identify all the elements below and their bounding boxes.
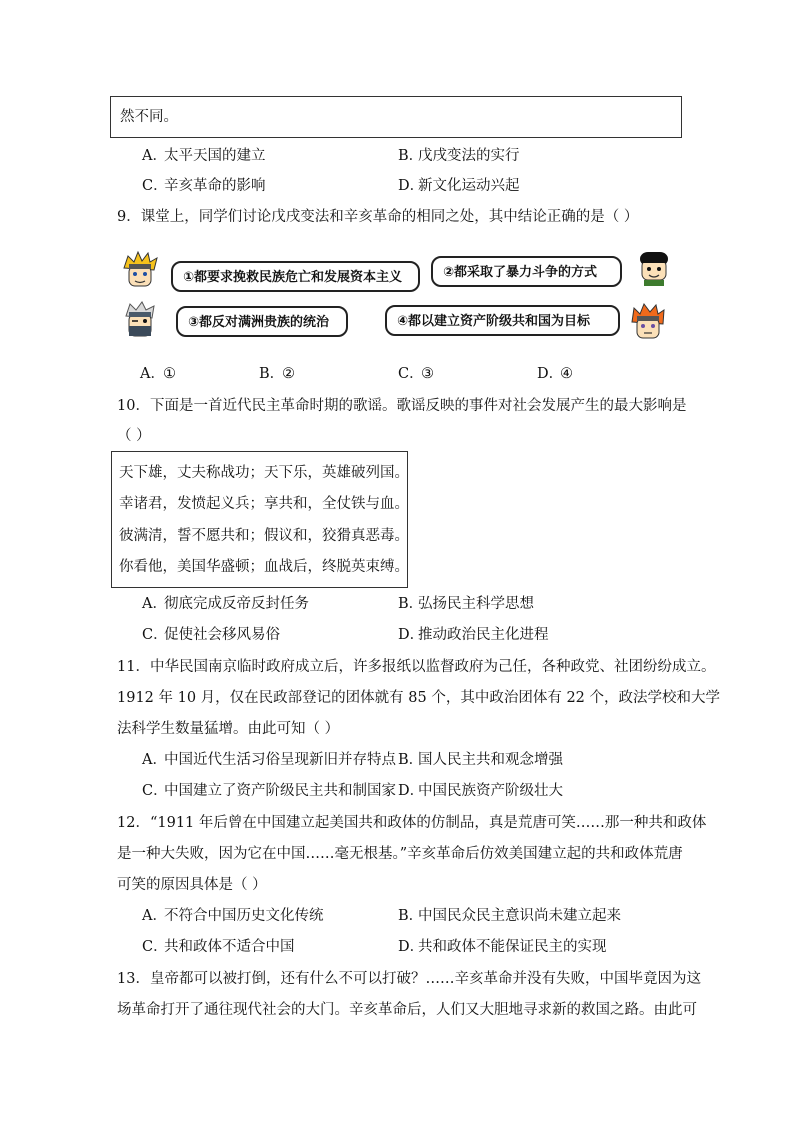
q11-option-c-text[interactable]: 中国建立了资产阶级民主共和制国家	[164, 783, 396, 799]
q10-stem-line1: 10．下面是一首近代民主革命时期的歌谣。歌谣反映的事件对社会发展产生的最大影响是	[117, 398, 687, 414]
song-box	[111, 451, 408, 588]
q11-line-1: 11．中华民国南京临时政府成立后，许多报纸以监督政府为己任，各种政党、社团纷纷成立。	[117, 659, 716, 675]
q8-option-b-text[interactable]: 戊戌变法的实行	[418, 148, 520, 164]
bubble-3	[176, 306, 348, 337]
q12-option-d-text[interactable]: 共和政体不能保证民主的实现	[418, 939, 607, 955]
q11-option-a-letter[interactable]: A．	[142, 752, 167, 768]
bubble-1-text: ①都要求挽救民族危亡和发展资本主义	[183, 270, 403, 285]
q9-option-c-text[interactable]: ③	[421, 366, 434, 382]
q13-line-2: 场革命打开了通往现代社会的大门。辛亥革命后，人们又大胆地寻求新的救国之路。由此可	[117, 1002, 697, 1018]
q11-option-a-text[interactable]: 中国近代生活习俗呈现新旧并存特点	[164, 752, 396, 768]
bubble-4-text: ④都以建立资产阶级共和国为目标	[397, 314, 591, 329]
q12-line-3: 可笑的原因具体是（ ）	[117, 877, 267, 893]
q8-option-c-letter[interactable]: C．	[142, 178, 168, 194]
intro-box	[110, 96, 682, 138]
q10-option-c-text[interactable]: 促使社会移风易俗	[164, 627, 280, 643]
q12-option-d-letter[interactable]: D．	[398, 939, 425, 955]
q12-option-b-letter[interactable]: B．	[398, 908, 424, 924]
q12-option-a-letter[interactable]: A．	[142, 908, 167, 924]
bubble-1	[171, 261, 420, 292]
bubble-3-text: ③都反对满洲贵族的统治	[188, 315, 330, 330]
q11-option-d-letter[interactable]: D．	[398, 783, 425, 799]
orange-hair-boy-icon	[628, 302, 668, 342]
q11-option-b-letter[interactable]: B．	[398, 752, 424, 768]
song-line-3: 彼满清，誓不愿共和；假议和，狡猾真恶毒。	[119, 528, 409, 544]
bubble-2-text: ②都采取了暴力斗争的方式	[443, 265, 598, 280]
q11-option-c-letter[interactable]: C．	[142, 783, 168, 799]
q12-option-c-text[interactable]: 共和政体不适合中国	[164, 939, 295, 955]
q11-option-d-text[interactable]: 中国民族资产阶级壮大	[418, 783, 563, 799]
q8-option-d-text[interactable]: 新文化运动兴起	[418, 178, 520, 194]
q13-line-1: 13．皇帝都可以被打倒，还有什么不可以打破？……辛亥革命并没有失败，中国毕竟因为这	[117, 971, 701, 987]
q12-line-2: 是一种大失败，因为它在中国……毫无根基。”辛亥革命后仿效美国建立起的共和政体荒唐	[117, 846, 683, 862]
q9-option-b-letter[interactable]: B．	[259, 366, 285, 382]
intro-text: 然不同。	[120, 109, 178, 125]
q9-option-d-text[interactable]: ④	[560, 366, 573, 382]
song-line-2: 幸诸君，发愤起义兵；享共和，全仗铁与血。	[119, 496, 409, 512]
bubble-4	[385, 305, 620, 336]
q8-option-a-letter[interactable]: A．	[142, 148, 167, 164]
q8-option-a-text[interactable]: 太平天国的建立	[164, 148, 266, 164]
q10-option-a-text[interactable]: 彻底完成反帝反封任务	[164, 596, 309, 612]
q11-option-b-text[interactable]: 国人民主共和观念增强	[418, 752, 563, 768]
q8-option-b-letter[interactable]: B．	[398, 148, 424, 164]
spiky-hair-boy-icon	[120, 250, 160, 290]
q9-option-a-text[interactable]: ①	[163, 366, 176, 382]
q9-option-a-letter[interactable]: A．	[140, 366, 165, 382]
bubble-2	[431, 256, 622, 287]
q9-stem: 9．课堂上，同学们讨论戊戌变法和辛亥革命的相同之处，其中结论正确的是（ ）	[117, 209, 639, 225]
q12-option-a-text[interactable]: 不符合中国历史文化传统	[164, 908, 324, 924]
q8-option-c-text[interactable]: 辛亥革命的影响	[164, 178, 266, 194]
q10-stem-line2: （ ）	[117, 428, 151, 444]
q10-option-c-letter[interactable]: C．	[142, 627, 168, 643]
q8-option-d-letter[interactable]: D．	[398, 178, 425, 194]
q9-option-c-letter[interactable]: C．	[398, 366, 424, 382]
q10-option-d-text[interactable]: 推动政治民主化进程	[418, 627, 549, 643]
q9-option-d-letter[interactable]: D．	[537, 366, 564, 382]
q12-line-1: 12．“1911 年后曾在中国建立起美国共和政体的仿制品，真是荒唐可笑……那一种共和政体	[117, 815, 707, 831]
q12-option-b-text[interactable]: 中国民众民主意识尚未建立起来	[418, 908, 621, 924]
song-line-4: 你看他，美国华盛顿；血战后，终脱英束缚。	[119, 559, 409, 575]
q12-option-c-letter[interactable]: C．	[142, 939, 168, 955]
q10-option-a-letter[interactable]: A．	[142, 596, 167, 612]
black-hair-boy-icon	[634, 246, 674, 286]
masked-ninja-icon	[120, 300, 160, 340]
q10-option-b-text[interactable]: 弘扬民主科学思想	[418, 596, 534, 612]
song-line-1: 天下雄，丈夫称战功；天下乐，英雄破列国。	[119, 465, 409, 481]
q10-option-b-letter[interactable]: B．	[398, 596, 424, 612]
q9-option-b-text[interactable]: ②	[282, 366, 295, 382]
q10-option-d-letter[interactable]: D．	[398, 627, 425, 643]
q11-line-2: 1912 年 10 月，仅在民政部登记的团体就有 85 个，其中政治团体有 22 个，政法学校和大学	[117, 690, 721, 706]
q11-line-3: 法科学生数量猛增。由此可知（ ）	[117, 721, 340, 737]
